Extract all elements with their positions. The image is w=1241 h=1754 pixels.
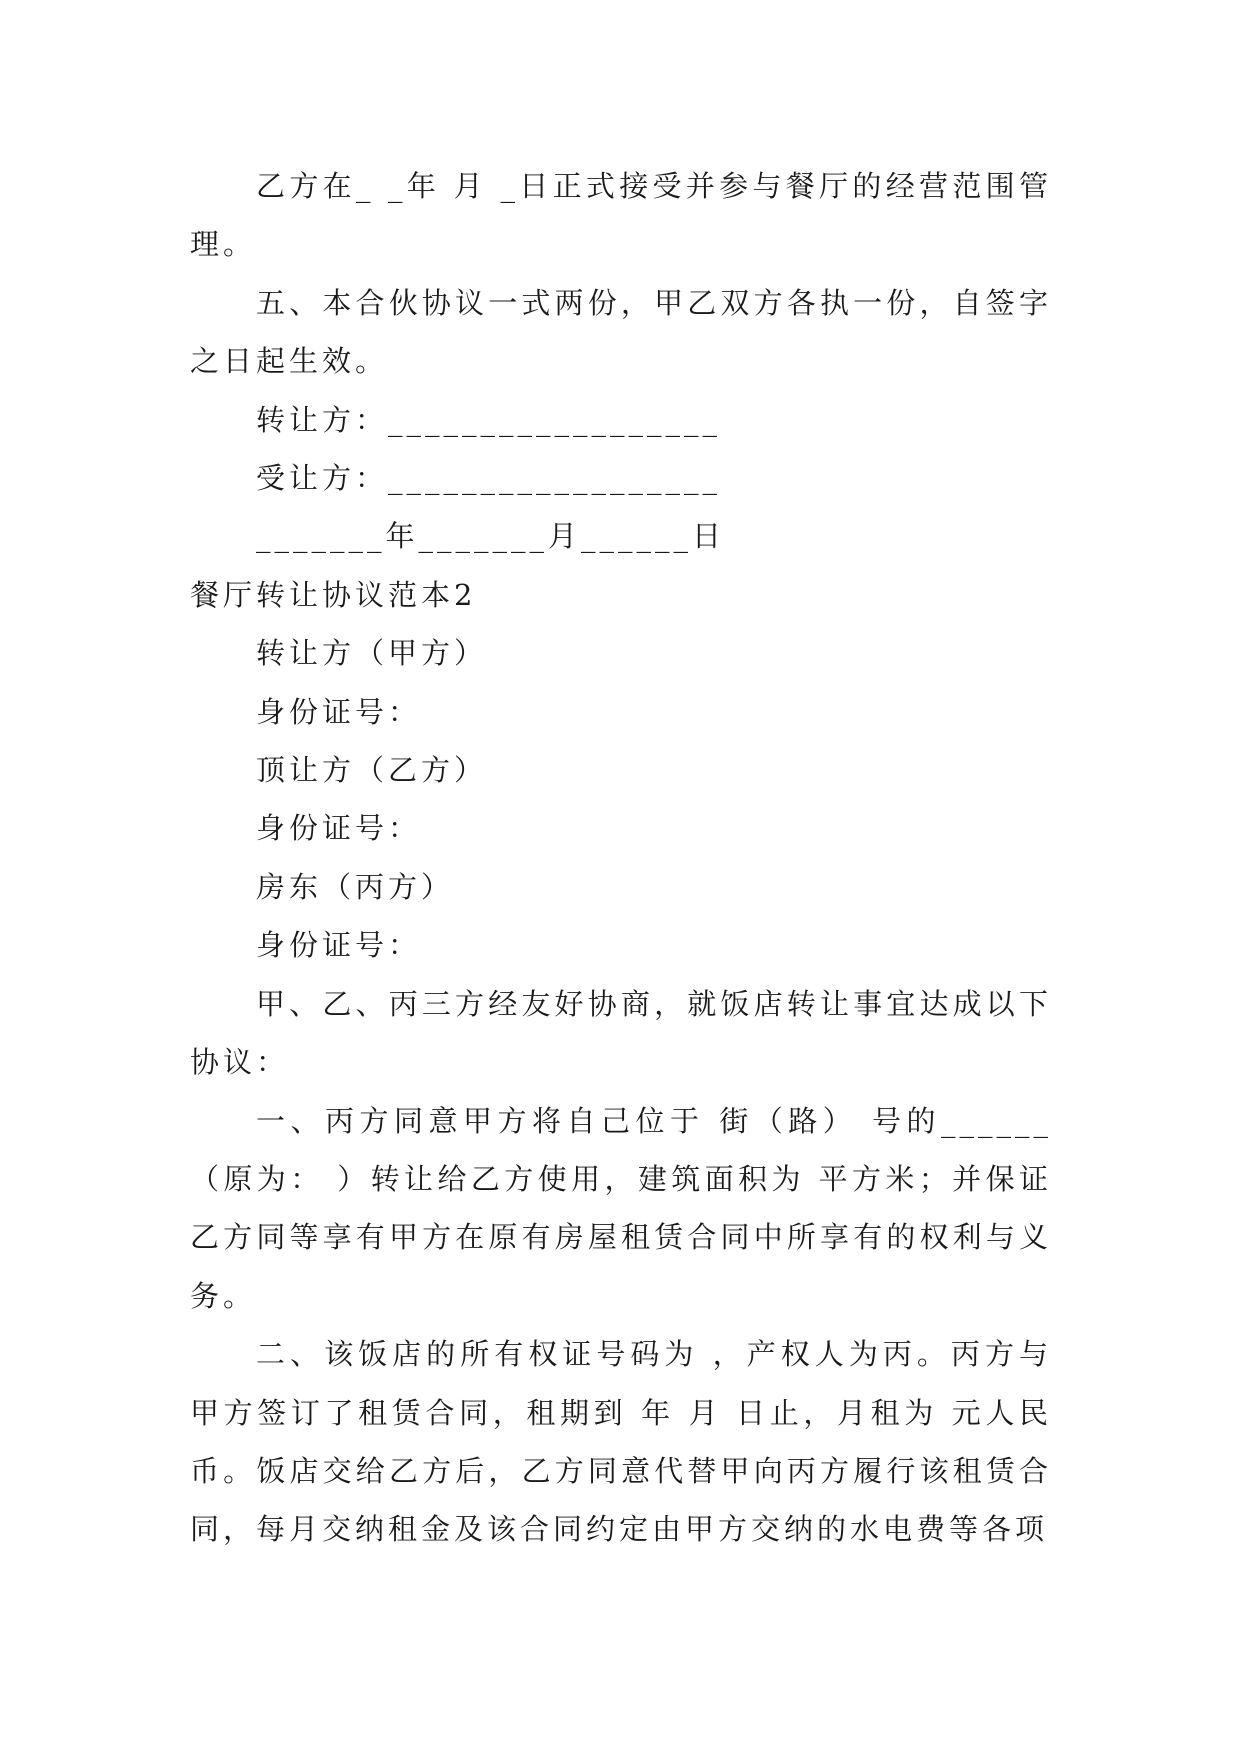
document-body [190, 157, 1052, 1559]
party-b-id-label: 身份证号： [256, 811, 422, 846]
party-b-label: 顶让方（乙方） [256, 753, 488, 788]
signature-date-line: _______年_______月______日 [256, 519, 726, 554]
party-c-id-label: 身份证号： [256, 928, 422, 963]
party-a-label: 转让方（甲方） [256, 636, 488, 671]
transferor-signature-line: 转让方：__________________ [256, 402, 722, 437]
paragraph-start-date: 乙方在_ _年 月 _日正式接受并参与餐厅的经营范围管理。 [190, 169, 1052, 262]
party-c-label: 房东（丙方） [256, 869, 455, 904]
transferee-signature-line: 受让方：__________________ [256, 461, 722, 496]
paragraph-preamble: 甲、乙、丙三方经友好协商，就饭店转让事宜达成以下协议： [190, 986, 1052, 1080]
paragraph-clause-2: 二、该饭店的所有权证号码为 ，产权人为丙。丙方与甲方签订了租赁合同，租期到 年 月 日止，月租为 元人民币。饭店交给乙方后，乙方同意代替甲向丙方履行该租赁合同，每月交纳租金及该合同约定由甲方交纳的水电费等各项 [190, 1337, 1052, 1547]
party-a-id-label: 身份证号： [256, 694, 422, 729]
section-title: 餐厅转让协议范本2 [190, 577, 477, 612]
paragraph-clause-5: 五、本合伙协议一式两份，甲乙双方各执一份，自签字之日起生效。 [190, 285, 1052, 379]
paragraph-clause-1: 一、丙方同意甲方将自己位于 街（路） 号的______（原为： ）转让给乙方使用，建筑面积为 平方米；并保证乙方同等享有甲方在原有房屋租赁合同中所享有的权利与义务。 [190, 1103, 1052, 1313]
